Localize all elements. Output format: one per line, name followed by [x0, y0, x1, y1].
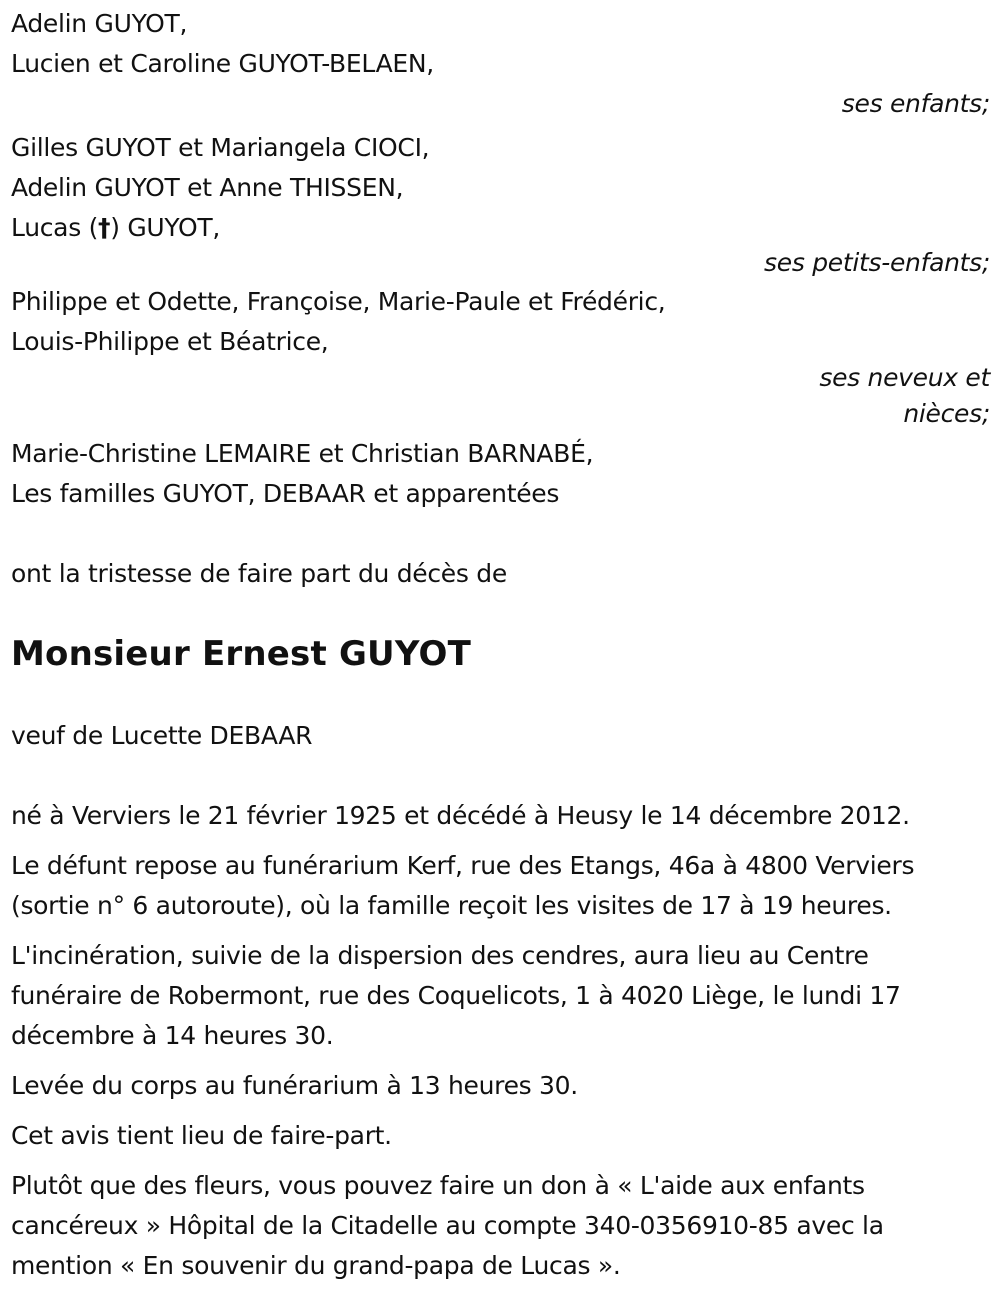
family-name-line: Adelin GUYOT,: [11, 9, 188, 38]
grandchildren-section: [11, 128, 990, 278]
lucas-first: Lucas (: [11, 213, 99, 242]
relation-label-nephews-line2: nièces;: [903, 399, 990, 428]
departure-paragraph: Levée du corps au funérarium à 13 heures 30.: [11, 1071, 578, 1100]
family-name-line: Adelin GUYOT et Anne THISSEN,: [11, 173, 404, 202]
family-name-line: Marie-Christine LEMAIRE et Christian BARNABÉ,: [11, 439, 594, 468]
birth-death-paragraph: né à Verviers le 21 février 1925 et décédé à Heusy le 14 décembre 2012.: [11, 801, 910, 830]
relation-label-nephews-line1: ses neveux et: [819, 363, 990, 392]
relation-label-grandchildren: ses petits-enfants;: [764, 248, 990, 277]
nephews-nieces-section: [11, 282, 990, 434]
lucas-last: ) GUYOT,: [110, 213, 221, 242]
widower-of-text: veuf de Lucette DEBAAR: [11, 721, 313, 750]
family-name-line: Les familles GUYOT, DEBAAR et apparentées: [11, 479, 560, 508]
spacer: [11, 756, 990, 796]
funeral-home-paragraph: Le défunt repose au funérarium Kerf, rue des Etangs, 46a à 4800 Verviers (sortie n° 6 autoroute), où la famille reçoit les visites de 17 à 19 heures.: [11, 851, 915, 920]
notice-paragraph: Cet avis tient lieu de faire-part.: [11, 1121, 392, 1150]
family-name-line: Lucien et Caroline GUYOT-BELAEN,: [11, 49, 434, 78]
spacer: [11, 514, 990, 554]
children-section: [11, 4, 990, 124]
deceased-name-heading: Monsieur Ernest GUYOT: [11, 634, 471, 674]
others-section: [11, 434, 990, 514]
family-name-line: Louis-Philippe et Béatrice,: [11, 327, 329, 356]
relation-label-children: ses enfants;: [841, 89, 990, 118]
announcement-text: ont la tristesse de faire part du décès de: [11, 559, 507, 588]
family-name-line: Philippe et Odette, Françoise, Marie-Paule et Frédéric,: [11, 287, 666, 316]
cremation-paragraph: L'incinération, suivie de la dispersion des cendres, aura lieu au Centre funéraire de Robermont, rue des Coquelicots, 1 à 4020 Liège, le lundi 17 décembre à 14 heures 30.: [11, 941, 901, 1050]
cross-icon: †: [98, 213, 111, 242]
family-name-line: Gilles GUYOT et Mariangela CIOCI,: [11, 133, 430, 162]
donation-paragraph: Plutôt que des fleurs, vous pouvez faire un don à « L'aide aux enfants cancéreux » Hôpital de la Citadelle au compte 340-0356910-85 avec la mention « En souvenir du grand-papa de Lucas ».: [11, 1171, 884, 1280]
family-name-line-lucas: [11, 208, 990, 248]
